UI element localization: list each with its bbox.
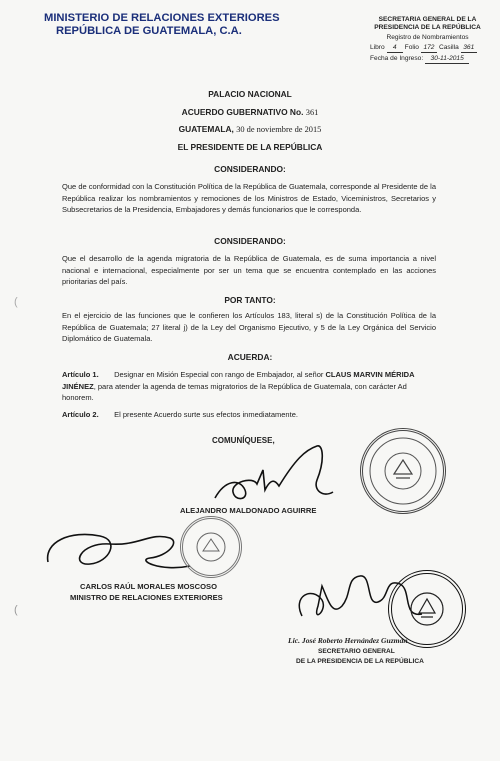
comuniquese: COMUNÍQUESE, xyxy=(212,436,275,445)
article-1 xyxy=(62,369,436,404)
president-heading: EL PRESIDENTE DE LA REPÚBLICA xyxy=(177,142,323,152)
registry-line3: Registro de Nombramientos xyxy=(386,34,469,41)
casilla-value: 361 xyxy=(461,44,477,53)
date: 30 de noviembre de 2015 xyxy=(236,125,322,134)
agreement-title xyxy=(0,107,500,117)
registry-line1: SECRETARIA GENERAL DE LA xyxy=(378,16,477,23)
secretary-title2: DE LA PRESIDENCIA DE LA REPÚBLICA xyxy=(296,658,424,665)
considerando1-title: CONSIDERANDO: xyxy=(214,164,286,174)
portanto-text: En el ejercicio de las funciones que le confieren los Artículos 183, literal s) de la Constitución Política de la República de Guatemala; 27 literal j) de la Ley del Organismo Ejecutivo, y 5 de la Ley Orgánica del Servicio Diplomático de Guatemala. xyxy=(62,311,436,343)
secretary-name: Lic. José Roberto Hernández Guzmán xyxy=(288,636,408,645)
article-1-post: , para atender la agenda de temas migratorios de la República de Guatemala, con carácter Ad honorem. xyxy=(62,381,407,402)
minister-title: MINISTRO DE RELACIONES EXTERIORES xyxy=(70,593,223,602)
portanto-title: POR TANTO: xyxy=(224,295,276,305)
scan-mark-icon: ( xyxy=(14,604,18,616)
article-2 xyxy=(62,409,436,421)
libro-label: Libro xyxy=(370,44,385,51)
scan-mark-icon-2: ( xyxy=(14,296,18,308)
palace-title: PALACIO NACIONAL xyxy=(208,89,292,99)
agreement-number: 361 xyxy=(305,108,319,117)
registry-date xyxy=(370,55,485,64)
president-name: ALEJANDRO MALDONADO AGUIRRE xyxy=(180,506,317,515)
ministry-name: MINISTERIO DE RELACIONES EXTERIORES xyxy=(44,12,280,24)
libro-value: 4 xyxy=(387,44,403,53)
considerando2-title: CONSIDERANDO: xyxy=(214,236,286,246)
agreement-label: ACUERDO GUBERNATIVO No. xyxy=(181,107,304,117)
registry-numbers xyxy=(370,44,485,53)
registry-line2: PRESIDENCIA DE LA REPÚBLICA xyxy=(374,24,481,31)
presidency-seal-1 xyxy=(360,428,446,514)
president-signature xyxy=(205,440,350,508)
republic-name: REPÚBLICA DE GUATEMALA, C.A. xyxy=(56,25,242,37)
considerando1-text: Que de conformidad con la Constitución Política de la República de Guatemala, corresponde al Presidente de la República realizar los nombramientos y remociones de los Ministros de Estado, Viceministros, Secretarios y Subsecretarios de la Presidencia, Embajadores y demás funcionarios que le corresponda. xyxy=(62,182,436,214)
article-1-name: CLAUS MARVIN MÉRIDA JINÉNEZ xyxy=(62,370,415,391)
article-1-pre: Designar en Misión Especial con rango de Embajador, al señor xyxy=(114,370,324,379)
place-date xyxy=(0,124,500,134)
seal-emblem-icon xyxy=(366,434,440,508)
considerando2-text: Que el desarrollo de la agenda migratoria de la República de Guatemala, es de suma importancia a nivel nacional e internacional, especialmente por ser un tema que se encuentra contemplado en las acciones prioritarias del país. xyxy=(62,254,436,286)
folio-value: 172 xyxy=(421,44,437,53)
article-2-text: El presente Acuerdo surte sus efectos inmediatamente. xyxy=(114,410,298,419)
minister-signature xyxy=(40,522,200,584)
registry-stamp xyxy=(370,16,485,64)
fecha-label: Fecha de Ingreso: xyxy=(370,55,424,62)
acuerda-title: ACUERDA: xyxy=(227,352,273,362)
ministry-emblem-icon xyxy=(187,523,235,571)
article-2-label: Artículo 2. xyxy=(62,410,99,419)
ministry-seal xyxy=(180,516,242,578)
fecha-value: 30-11-2015 xyxy=(425,55,469,64)
casilla-label: Casilla xyxy=(438,44,459,51)
ministry-header xyxy=(44,12,280,38)
secretary-title1: SECRETARIO GENERAL xyxy=(318,648,395,655)
article-1-label: Artículo 1. xyxy=(62,370,99,379)
seal-emblem-2-icon xyxy=(397,579,457,639)
folio-label: Folio xyxy=(404,44,419,51)
minister-name: CARLOS RAÚL MORALES MOSCOSO xyxy=(80,582,217,591)
place: GUATEMALA, xyxy=(178,124,234,134)
